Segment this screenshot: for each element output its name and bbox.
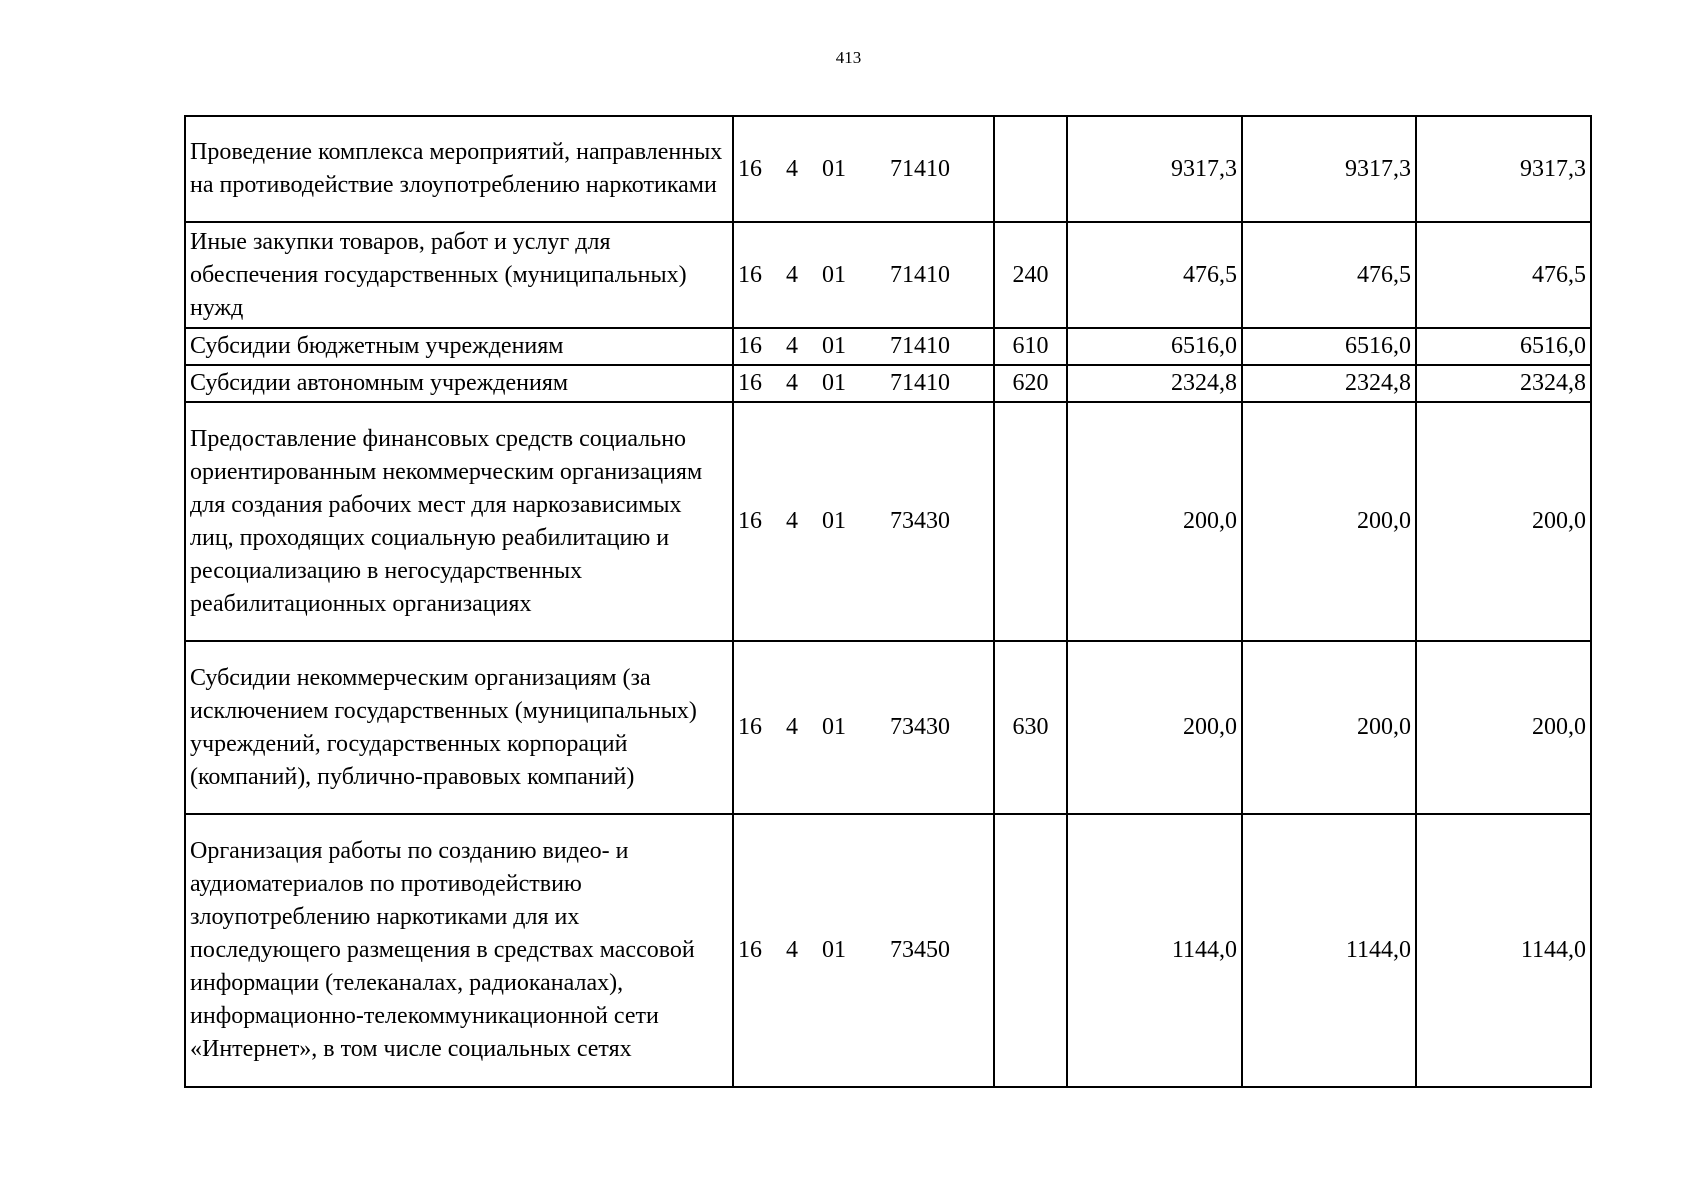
row-amount-year-1: 476,5 [1067, 222, 1242, 328]
row-amount-year-1: 2324,8 [1067, 365, 1242, 402]
row-name: Иные закупки товаров, работ и услуг для обеспечения государственных (муниципальных) нужд [185, 222, 733, 328]
row-amount-year-1: 6516,0 [1067, 328, 1242, 365]
row-amount-year-2: 476,5 [1242, 222, 1416, 328]
row-glav-code: 16 [738, 261, 762, 288]
row-expense-type: 620 [994, 365, 1067, 402]
row-expense-type: 630 [994, 641, 1067, 814]
row-expense-type [994, 402, 1067, 641]
row-direction-code: 71410 [890, 370, 950, 396]
row-glav-code: 16 [738, 370, 762, 396]
row-name: Проведение комплекса мероприятий, направленных на противодействие злоупотреблению наркотиками [185, 116, 733, 222]
row-direction-code: 71410 [890, 261, 950, 288]
row-amount-year-2: 200,0 [1242, 402, 1416, 641]
row-main-event-code: 01 [822, 333, 846, 359]
row-direction-code: 73430 [890, 508, 950, 534]
row-codes [733, 365, 994, 402]
row-codes [733, 328, 994, 365]
row-direction-code: 73430 [890, 714, 950, 740]
row-main-event-code: 01 [822, 714, 846, 740]
row-glav-code: 16 [738, 155, 762, 182]
row-main-event-code: 01 [822, 508, 846, 534]
row-amount-year-3: 9317,3 [1416, 116, 1591, 222]
row-amount-year-3: 2324,8 [1416, 365, 1591, 402]
row-glav-code: 16 [738, 937, 762, 963]
table-row [185, 328, 1591, 365]
table-row [185, 641, 1591, 814]
row-codes [733, 814, 994, 1087]
row-name: Предоставление финансовых средств социально ориентированным некоммерческим организациям для создания рабочих мест для наркозависимых лиц, проходящих социальную реабилитацию и ресоциализацию в негосударственных реабилитационных организациях [185, 402, 733, 641]
row-amount-year-2: 9317,3 [1242, 116, 1416, 222]
row-amount-year-3: 200,0 [1416, 402, 1591, 641]
page-number: 413 [835, 48, 862, 67]
row-name: Субсидии автономным учреждениям [185, 365, 733, 402]
row-program-code: 4 [786, 155, 798, 182]
row-main-event-code: 01 [822, 155, 846, 182]
row-program-code: 4 [786, 370, 798, 396]
row-amount-year-1: 9317,3 [1067, 116, 1242, 222]
table-row [185, 222, 1591, 328]
row-glav-code: 16 [738, 714, 762, 740]
row-program-code: 4 [786, 333, 798, 359]
row-main-event-code: 01 [822, 261, 846, 288]
row-codes [733, 222, 994, 328]
row-codes [733, 402, 994, 641]
row-amount-year-2: 2324,8 [1242, 365, 1416, 402]
row-glav-code: 16 [738, 333, 762, 359]
row-expense-type: 240 [994, 222, 1067, 328]
row-program-code: 4 [786, 261, 798, 288]
table-row [185, 814, 1591, 1087]
row-amount-year-3: 6516,0 [1416, 328, 1591, 365]
row-program-code: 4 [786, 714, 798, 740]
row-direction-code: 71410 [890, 333, 950, 359]
row-expense-type [994, 814, 1067, 1087]
row-main-event-code: 01 [822, 370, 846, 396]
row-name: Субсидии бюджетным учреждениям [185, 328, 733, 365]
row-name: Организация работы по созданию видео- и аудиоматериалов по противодействию злоупотреблению наркотиками для их последующего размещения в средствах массовой информации (телеканалах, радиоканалах), информационно-телекоммуникационной сети «Интернет», в том числе социальных сетях [185, 814, 733, 1087]
row-amount-year-3: 200,0 [1416, 641, 1591, 814]
row-program-code: 4 [786, 937, 798, 963]
table-row [185, 365, 1591, 402]
row-main-event-code: 01 [822, 937, 846, 963]
row-glav-code: 16 [738, 508, 762, 534]
row-amount-year-2: 200,0 [1242, 641, 1416, 814]
row-amount-year-1: 1144,0 [1067, 814, 1242, 1087]
table-row [185, 402, 1591, 641]
row-name: Субсидии некоммерческим организациям (за исключением государственных (муниципальных) учреждений, государственных корпораций (компаний), публично-правовых компаний) [185, 641, 733, 814]
row-expense-type [994, 116, 1067, 222]
row-amount-year-1: 200,0 [1067, 641, 1242, 814]
row-codes [733, 116, 994, 222]
row-direction-code: 71410 [890, 155, 950, 182]
table-row [185, 116, 1591, 222]
row-direction-code: 73450 [890, 937, 950, 963]
row-program-code: 4 [786, 508, 798, 534]
row-codes [733, 641, 994, 814]
row-amount-year-2: 6516,0 [1242, 328, 1416, 365]
row-amount-year-3: 1144,0 [1416, 814, 1591, 1087]
row-amount-year-2: 1144,0 [1242, 814, 1416, 1087]
row-amount-year-3: 476,5 [1416, 222, 1591, 328]
budget-table [184, 115, 1592, 1088]
row-expense-type: 610 [994, 328, 1067, 365]
row-amount-year-1: 200,0 [1067, 402, 1242, 641]
